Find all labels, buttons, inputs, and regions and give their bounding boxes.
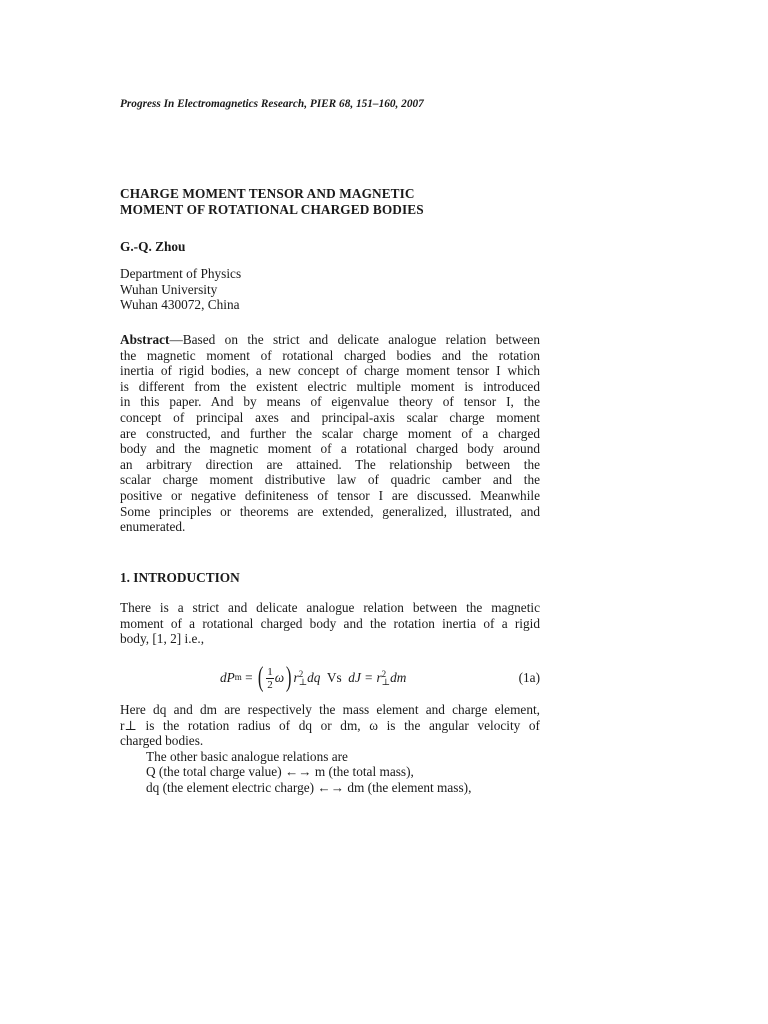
body-paragraph — [120, 702, 540, 796]
eq-r: r — [293, 670, 299, 686]
abstract-line: are constructed, and further the scalar charge moment of a charged — [120, 425, 540, 441]
abstract-line: scalar charge moment distributive law of quadric camber and the — [120, 472, 540, 488]
affiliation — [120, 266, 540, 313]
body-line: charged bodies. — [120, 733, 204, 749]
paper-title — [120, 186, 540, 218]
analogue-relation-2: dq (the element electric charge) ←→ dm (the element mass), — [146, 779, 472, 795]
eq-equals: = — [241, 670, 256, 686]
equation-body — [220, 658, 406, 698]
title-line-2: MOMENT OF ROTATIONAL CHARGED BODIES — [120, 202, 424, 217]
abstract-line: Some principles or theorems are extended, generalized, illustrated, and — [120, 503, 540, 519]
title-line-1: CHARGE MOMENT TENSOR AND MAGNETIC — [120, 186, 415, 201]
affiliation-line-1: Department of Physics — [120, 266, 242, 281]
journal-header: Progress In Electromagnetics Research, PIER 68, 151–160, 2007 — [120, 98, 424, 110]
eq-frac-num: 1 — [267, 665, 273, 678]
abstract-line: in this paper. And by means of eigenvalue theory of tensor I, the — [120, 394, 540, 410]
abstract-label: Abstract — [120, 332, 170, 347]
abstract-line: concept of principal axes and principal-axis scalar charge moment — [120, 409, 540, 425]
eq-vs: Vs — [320, 670, 349, 686]
body-line: r⊥ is the rotation radius of dq or dm, ω is the angular velocity of — [120, 717, 540, 733]
affiliation-line-3: Wuhan 430072, China — [120, 297, 240, 313]
intro-paragraph — [120, 600, 540, 647]
body-para-intro: The other basic analogue relations are — [146, 748, 348, 764]
eq-rhs: dJ = r — [348, 670, 382, 686]
eq-paren-open: ( — [257, 662, 264, 693]
eq-r-supsub: 2 ⊥ — [298, 669, 308, 687]
abstract-line: an arbitrary direction are attained. The relationship between the — [120, 456, 540, 472]
body-line: Here dq and dm are respectively the mass element and charge element, — [120, 702, 540, 717]
intro-line: body, [1, 2] i.e., — [120, 631, 205, 647]
section-heading: 1. INTRODUCTION — [120, 570, 240, 585]
eq-dq: dq — [307, 670, 321, 686]
abstract-line: is different from the existent electric multiple moment is introduced — [120, 378, 540, 394]
eq-frac-den: 2 — [267, 678, 273, 691]
eq-fraction — [266, 666, 274, 691]
abstract-line: Abstract—Based on the strict and delicate analogue relation between — [120, 332, 540, 347]
affiliation-line-2: Wuhan University — [120, 281, 218, 297]
abstract-line: body and the magnetic moment of a rotational charged body around — [120, 441, 540, 457]
equation-1a — [120, 658, 540, 698]
abstract — [120, 332, 540, 535]
abstract-line: the magnetic moment of rotational charged bodies and the rotation — [120, 347, 540, 363]
abstract-line: inertia of rigid bodies, a new concept of charge moment tensor I which — [120, 363, 540, 379]
eq-lhs-sub: m — [234, 672, 242, 683]
eq-rhs-supsub: 2 ⊥ — [381, 669, 391, 687]
analogue-relation-1: Q (the total charge value) ←→ m (the total mass), — [146, 764, 414, 780]
author-name: G.-Q. Zhou — [120, 239, 186, 254]
abstract-line: enumerated. — [120, 519, 186, 535]
intro-line: There is a strict and delicate analogue relation between the magnetic — [120, 600, 540, 615]
eq-paren-close: ) — [286, 662, 292, 693]
abstract-line: positive or negative definiteness of tensor I are discussed. Meanwhile — [120, 487, 540, 503]
eq-omega: ω — [274, 670, 285, 686]
equation-number: (1a) — [518, 670, 540, 685]
eq-dm: dm — [390, 670, 407, 686]
eq-lhs: dP — [220, 670, 235, 686]
intro-line: moment of a rotational charged body and the rotation inertia of a rigid — [120, 615, 540, 631]
